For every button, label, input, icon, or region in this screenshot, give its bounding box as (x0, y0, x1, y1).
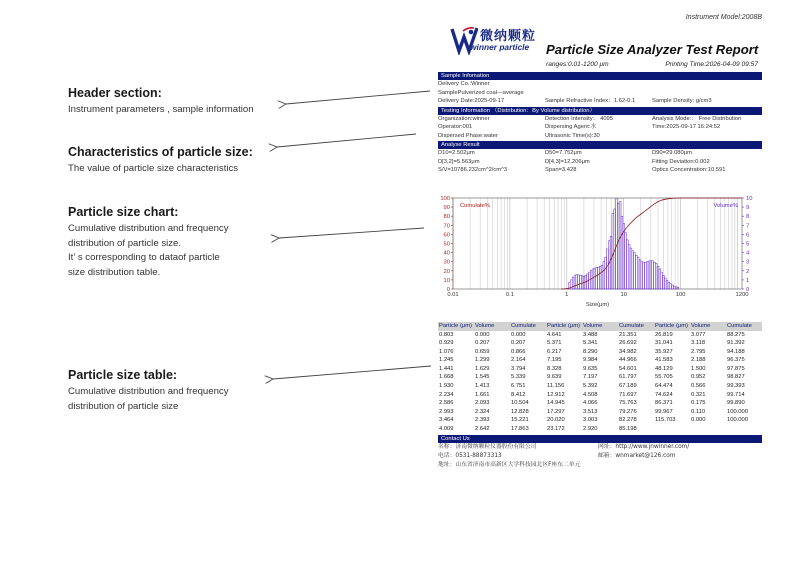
annotation-text: Cumulative distribution and frequency (68, 223, 229, 234)
volume-bar (634, 253, 636, 289)
d90-value: D90=29.080μm (652, 150, 692, 156)
table-cell: 75.763 (619, 400, 637, 407)
right-tick-label: 10 (746, 196, 753, 202)
test-time: Time:2025-09-17 16:24:52 (652, 124, 721, 130)
volume-bar (597, 267, 599, 289)
particle-size-chart (438, 193, 762, 313)
dispersed-phase: Dispersed Phase:water (438, 132, 498, 139)
volume-bar (607, 249, 609, 289)
table-cell: 85.198 (619, 426, 637, 433)
table-cell: 71.697 (619, 391, 637, 398)
table-cell: 99.714 (727, 391, 745, 398)
table-row (438, 391, 762, 400)
table-cell: 17.863 (511, 426, 529, 433)
volume-bar (646, 262, 648, 289)
table-cell (690, 425, 726, 434)
right-tick-label: 9 (746, 205, 750, 212)
volume-bar (599, 266, 601, 289)
table-cell: 3.003 (583, 417, 598, 424)
right-tick-label: 1 (746, 277, 750, 284)
volume-bar (670, 284, 672, 289)
table-cell: 12.912 (547, 391, 565, 398)
table-header (438, 322, 762, 331)
left-tick-label: 60 (443, 232, 450, 239)
table-cell: 0.110 (691, 408, 706, 415)
table-row (438, 425, 762, 434)
contact-info (438, 443, 762, 470)
annotation-title: Particle size table: (68, 368, 178, 382)
annotation-title: Particle size chart: (68, 205, 179, 219)
optics-concentration: Optics Concentration:10.591 (652, 167, 726, 173)
sample-info-row (438, 97, 762, 106)
table-cell: 55.705 (655, 374, 673, 381)
table-cell: 0.000 (475, 331, 490, 338)
table-row (438, 365, 762, 374)
printing-time: Printing Time:2026-04-09 09:57 (665, 61, 758, 68)
table-cell: 2.642 (475, 426, 490, 433)
table-cell: 1.413 (475, 383, 490, 390)
sample-info-header: Sample Infomation (438, 72, 762, 80)
annotation-text: distribution of particle size (68, 400, 179, 412)
table-cell: 115.703 (655, 417, 676, 424)
volume-bar (578, 275, 580, 289)
volume-bar (576, 274, 578, 289)
table-cell: 26.819 (655, 331, 673, 338)
left-tick-label: 20 (443, 268, 450, 275)
table-cell: 98.827 (727, 374, 745, 381)
volume-bar (581, 276, 583, 289)
testing-info-header: Testing Information （Distribution：By Volume distribution） (438, 107, 762, 115)
table-cell: 5.392 (583, 383, 598, 390)
table-cell: 2.164 (511, 357, 526, 364)
table-cell: 11.156 (547, 383, 565, 390)
table-cell: 23.172 (547, 426, 565, 433)
annotation-text: Instrument parameters , sample information (68, 104, 254, 115)
left-tick-label: 70 (443, 223, 450, 230)
right-tick-label: 3 (746, 259, 750, 266)
table-cell: 1.545 (475, 374, 490, 381)
table-cell: 1.629 (475, 365, 490, 372)
table-cell: 3.077 (691, 331, 706, 338)
volume-bar (635, 255, 637, 289)
left-tick-label: 80 (443, 214, 450, 221)
table-cell: 0.803 (439, 331, 454, 338)
table-cell: 96.375 (727, 357, 745, 364)
volume-bar (644, 263, 646, 289)
table-cell: 1.500 (691, 365, 706, 372)
table-cell: 61.797 (619, 374, 637, 381)
volume-axis-label: Volume% (713, 203, 738, 209)
arrow-characteristics (277, 134, 416, 147)
right-tick-label: 5 (746, 241, 750, 248)
table-header-cell: Volume (691, 323, 711, 329)
left-tick-label: 40 (443, 250, 450, 257)
right-tick-label: 2 (746, 268, 750, 275)
table-cell: 2.234 (439, 391, 454, 398)
table-cell: 2.586 (439, 400, 454, 407)
table-cell: 8.412 (511, 391, 526, 398)
table-cell: 44.966 (619, 357, 637, 364)
table-header-cell: Cumulate (619, 323, 644, 329)
table-header-cell: Particle (μm) (547, 323, 580, 329)
table-cell: 17.297 (547, 408, 565, 415)
table-cell: 0.207 (475, 340, 490, 347)
table-row (438, 356, 762, 365)
sv-value: S/V=10786.232cm^2/cm^3 (438, 167, 508, 173)
table-cell: 1.930 (439, 383, 454, 390)
ranges-row (438, 59, 762, 71)
table-cell: 2.188 (691, 357, 706, 364)
left-tick-label: 100 (440, 196, 450, 202)
arrow-chart (279, 228, 424, 238)
test-report (438, 14, 762, 175)
contact-header: Contact Us (438, 435, 762, 443)
table-cell: 10.504 (511, 400, 529, 407)
annotation-title: Header section: (68, 86, 162, 100)
volume-bar (661, 272, 663, 289)
volume-bar (639, 260, 641, 289)
refractive-index: Sample Refractive Index：1.62-0.1 (545, 98, 636, 104)
table-cell: 21.351 (619, 331, 637, 338)
table-cell: 0.207 (511, 340, 526, 347)
table-cell: 2.324 (475, 408, 490, 415)
volume-bar (630, 248, 632, 289)
table-cell: 0.000 (511, 331, 526, 338)
right-tick-label: 8 (746, 214, 750, 221)
volume-bar (664, 278, 666, 289)
table-header-cell: Particle (μm) (439, 323, 472, 329)
report-title: Particle Size Analyzer Test Report (546, 42, 759, 57)
annotation-text: The value of particle size characteristics (68, 163, 239, 174)
table-cell: 4.009 (439, 426, 454, 433)
left-tick-label: 50 (443, 241, 450, 248)
sample-density: Sample Density: g/cm3 (652, 98, 712, 104)
table-cell: 1.076 (439, 348, 454, 355)
volume-bar (643, 262, 645, 289)
volume-bar (632, 251, 634, 289)
table-cell: 97.875 (727, 365, 745, 372)
left-tick-label: 90 (443, 205, 450, 212)
table-cell: 4.641 (547, 331, 562, 338)
table-cell: 1.245 (439, 357, 454, 364)
cumulate-axis-label: Cumulate% (460, 203, 490, 209)
d50-value: D50=7.752μm (545, 150, 582, 156)
volume-bar (594, 268, 596, 289)
table-cell: 0.866 (511, 348, 526, 355)
table-cell (654, 425, 690, 434)
table-row (438, 331, 762, 340)
x-tick-label: 10 (620, 292, 627, 298)
phone: 电话：0531-88873313 (438, 452, 502, 459)
left-tick-label: 0 (446, 287, 450, 293)
table-cell: 1.441 (439, 365, 454, 372)
annotation-text: Cumulative distribution and frequency (68, 386, 229, 397)
volume-bar (619, 202, 621, 289)
email: 邮箱：wnmarket@126.com (598, 452, 676, 459)
table-cell: 1.668 (439, 374, 454, 381)
table-cell: 82.278 (619, 417, 637, 424)
annotation-title: Characteristics of particle size: (68, 145, 253, 159)
table-cell: 8.290 (583, 348, 598, 355)
left-tick-label: 10 (443, 277, 450, 284)
analyse-result-header: Analyse Result (438, 141, 762, 149)
right-tick-label: 7 (746, 223, 750, 230)
table-cell: 35.927 (655, 348, 673, 355)
annotation-text: distribution of particle size. (68, 237, 182, 249)
table-cell: 0.000 (691, 417, 706, 424)
delivery-date: Delivery Date:2025-09-17 (438, 98, 505, 104)
x-tick-label: 100 (675, 292, 686, 298)
table-cell: 12.828 (511, 408, 529, 415)
volume-bar (668, 282, 670, 289)
table-cell: 94.188 (727, 348, 745, 355)
volume-bar (637, 257, 639, 289)
x-tick-label: 1 (565, 292, 569, 298)
volume-bar (579, 275, 581, 289)
table-row (438, 373, 762, 382)
table-cell: 99.890 (727, 400, 745, 407)
table-cell: 48.129 (655, 365, 673, 372)
table-cell: 8.328 (547, 365, 562, 372)
table-cell: 5.371 (547, 340, 562, 347)
right-tick-label: 4 (746, 250, 750, 257)
x-tick-label: 1200 (735, 292, 749, 298)
table-header-cell: Cumulate (511, 323, 536, 329)
testing-info-grid (438, 115, 762, 141)
table-cell: 64.474 (655, 383, 673, 390)
particle-size-chart-svg (438, 193, 762, 313)
d10-value: D10=2.502μm (438, 150, 475, 156)
volume-bar (601, 265, 603, 289)
volume-bar (574, 276, 576, 289)
winner-logo (450, 25, 538, 57)
table-cell: 79.276 (619, 408, 637, 415)
ranges: ranges:0.01-1200 μm (546, 61, 609, 68)
table-cell: 5.341 (583, 340, 598, 347)
table-cell: 14.945 (547, 400, 565, 407)
table-cell: 3.464 (439, 417, 454, 424)
volume-bar (626, 240, 628, 289)
table-cell: 1.661 (475, 391, 490, 398)
table-cell: 91.392 (727, 340, 745, 347)
table-header-cell: Particle (μm) (655, 323, 688, 329)
volume-bar (655, 264, 657, 289)
ultrasonic-time: Ultrasonic Time(s):30 (545, 132, 600, 139)
table-cell: 2.993 (439, 408, 454, 415)
table-cell: 5.339 (511, 374, 526, 381)
fitting-deviation: Fitting Deviation:0.002 (652, 158, 710, 165)
table-cell (726, 425, 762, 434)
website: 网址：http://www.jnwinner.com/ (598, 443, 690, 450)
volume-bar (605, 257, 607, 289)
company-name: 名称：济南微纳颗粒仪器股份有限公司 (438, 443, 537, 450)
arrow-table (273, 366, 431, 379)
table-cell: 26.692 (619, 340, 637, 347)
address: 地址：山东省济南市高新区大学科技园北区F座东二单元 (438, 461, 581, 468)
volume-bar (612, 213, 614, 289)
table-cell: 2.393 (475, 417, 490, 424)
table-header-cell: Cumulate (727, 323, 752, 329)
table-cell: 3.118 (691, 340, 706, 347)
table-cell: 7.195 (547, 357, 562, 364)
table-cell: 54.601 (619, 365, 637, 372)
volume-bar (675, 287, 677, 289)
instrument-model: Instrument Model:2008B (685, 14, 762, 21)
table-cell: 2.795 (691, 348, 706, 355)
table-cell: 6.751 (511, 383, 526, 390)
table-cell: 1.299 (475, 357, 490, 364)
volume-bar (659, 269, 661, 289)
table-cell: 7.197 (583, 374, 598, 381)
table-cell: 3.488 (583, 331, 598, 338)
logo-chinese-text: 微纳颗粒 (480, 29, 537, 44)
delivery-co: Delivery Co.:Winner (438, 81, 490, 87)
table-cell: 0.321 (691, 391, 706, 398)
table-cell: 67.189 (619, 383, 637, 390)
table-cell: 0.952 (691, 374, 706, 381)
table-cell: 31.041 (655, 340, 673, 347)
operator: Operator:001 (438, 124, 473, 130)
table-cell: 9.984 (583, 357, 598, 364)
analyse-result-grid (438, 149, 762, 175)
table-cell: 6.217 (547, 348, 562, 355)
logo-english-text: winner particle (470, 42, 530, 52)
particle-size-table (438, 322, 762, 470)
table-cell: 100.000 (727, 408, 748, 415)
d43-value: D[4,3]=12.206μm (545, 158, 590, 165)
table-cell: 0.566 (691, 383, 706, 390)
table-cell: 0.929 (439, 340, 454, 347)
table-cell: 4.508 (583, 391, 598, 398)
table-cell: 9.639 (547, 374, 562, 381)
table-row (438, 339, 762, 348)
table-row (438, 348, 762, 357)
table-row (438, 382, 762, 391)
table-cell: 9.635 (583, 365, 598, 372)
table-cell: 2.093 (475, 400, 490, 407)
left-tick-label: 30 (443, 259, 450, 266)
annotation-text: It' s corresponding to dataof particle (68, 252, 220, 264)
volume-bar (603, 262, 605, 289)
table-cell: 15.221 (511, 417, 529, 424)
table-cell: 88.275 (727, 331, 745, 338)
table-cell: 100.000 (727, 417, 748, 424)
right-tick-label: 0 (746, 287, 750, 293)
volume-bar (666, 280, 668, 289)
table-cell: 0.659 (475, 348, 490, 355)
table-cell: 41.583 (655, 357, 673, 364)
right-tick-label: 6 (746, 232, 750, 239)
x-tick-label: 0.01 (447, 292, 459, 298)
x-tick-label: 0.1 (505, 292, 514, 298)
table-cell: 99.967 (655, 408, 673, 415)
table-cell: 2.920 (583, 426, 598, 433)
table-cell: 4.066 (583, 400, 598, 407)
x-axis-label: Size(μm) (585, 302, 610, 308)
table-row (438, 416, 762, 425)
volume-bar (648, 261, 650, 289)
volume-bar (641, 262, 643, 289)
volume-bar (628, 244, 630, 289)
table-cell: 3.513 (583, 408, 598, 415)
volume-bar (596, 268, 598, 289)
dispersing-agent: Dispersing Agent:水 (545, 124, 597, 130)
volume-bar (592, 269, 594, 289)
organization: Organization:winner (438, 115, 490, 122)
volume-bar (625, 233, 627, 289)
analysis-mode: Analysis Mode:： Free Distribution (652, 115, 742, 122)
arrow-header (286, 91, 430, 104)
table-cell: 99.393 (727, 383, 745, 390)
detection-intensity: Detection Intensity： 4095 (545, 115, 613, 122)
table-cell: 0.175 (691, 400, 706, 407)
table-cell: 34.982 (619, 348, 637, 355)
volume-bar (652, 261, 654, 289)
table-cell: 20.020 (547, 417, 565, 424)
table-row (438, 399, 762, 408)
table-cell: 86.371 (655, 400, 673, 407)
table-header-cell: Volume (583, 323, 603, 329)
table-cell: 74.624 (655, 391, 673, 398)
report-header (438, 21, 762, 59)
volume-bar (653, 262, 655, 289)
table-body (438, 331, 762, 434)
table-row (438, 408, 762, 417)
span-value: Span=3.428 (545, 167, 577, 173)
d32-value: D[3,2]=5.563μm (438, 158, 480, 165)
table-header-cell: Volume (475, 323, 495, 329)
table-cell: 3.794 (511, 365, 526, 372)
sample-name: SamplePulverized coal---average (438, 89, 524, 96)
annotation-text: size distribution table. (68, 266, 161, 278)
